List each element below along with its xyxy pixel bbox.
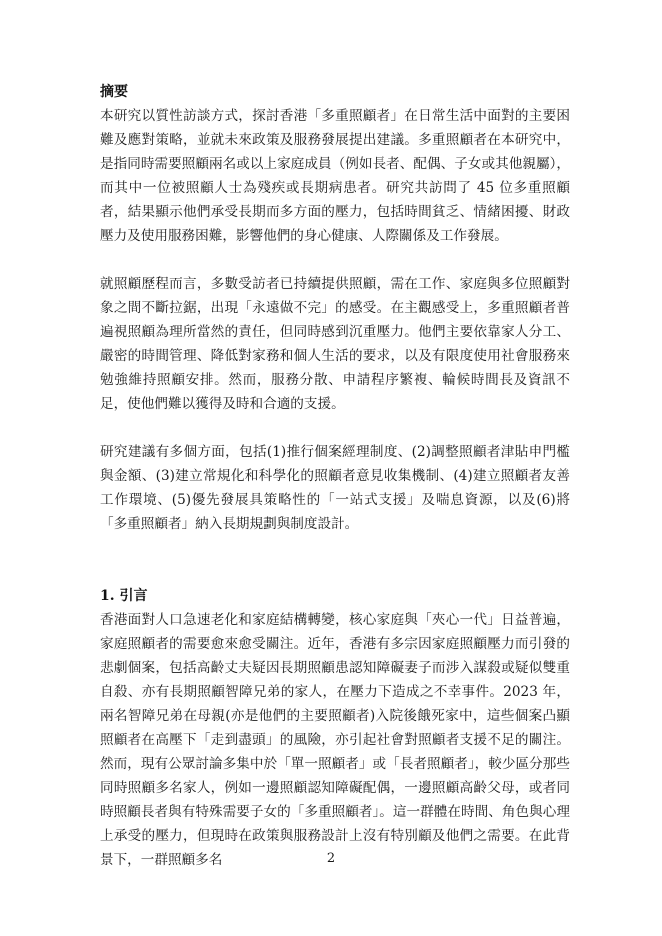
introduction-heading: 1. 引言: [100, 588, 148, 604]
section-spacer: [100, 536, 570, 584]
abstract-paragraph-2: 就照顧歷程而言，多數受訪者已持續提供照顧，需在工作、家庭與多位照顧對象之間不斷拉鋸，出現「永遠做不完」的感受。在主觀感受上，多重照顧者普遍視照顧為理所當然的責任，但同時感到沉重壓力。他們主要依靠家人分工、嚴密的時間管理、降低對家務和個人生活的要求，以及有限度使用社會服務來勉強維持照顧安排。然而，服務分散、申請程序繁複、輪候時間長及資訊不足，使他們難以獲得及時和合適的支援。: [100, 276, 570, 412]
page-content: [100, 80, 570, 872]
page-number: 2: [326, 851, 336, 866]
abstract-paragraph-3: 研究建議有多個方面，包括(1)推行個案經理制度、(2)調整照顧者津貼申門檻與金額、(3)建立常規化和科學化的照顧者意見收集機制、(4)建立照顧者友善工作環境、(5)優先發展具策略性的「一站式支援」及喘息資源，以及(6)將「多重照顧者」納入長期規劃與制度設計。: [100, 444, 570, 532]
abstract-heading: 摘要: [100, 84, 128, 100]
paragraph-spacer: [100, 248, 570, 272]
introduction-paragraph: 香港面對人口急速老化和家庭結構轉變，核心家庭與「夾心一代」日益普遍，家庭照顧者的需要愈來愈受關注。近年，香港有多宗因家庭照顧壓力而引發的悲劇個案，包括高齡丈夫疑因長期照顧患認知障礙妻子而涉入謀殺或疑似雙重自殺、亦有長期照顧智障兄弟的家人，在壓力下造成之不幸事件。2023 年，兩名智障兄弟在母親(亦是他們的主要照顧者)入院後餓死家中，這些個案凸顯照顧者在高壓下「走到盡頭」的風險，亦引起社會對照顧者支援不足的關注。然而，現有公眾討論多集中於「單一照顧者」或「長者照顧者」，較少區分那些同時照顧多名家人，例如一邊照顧認知障礙配偶，一邊照顧高齡父母，或者同時照顧長者與有特殊需要子女的「多重照顧者」。這一群體在時間、角色與心理上承受的壓力，但現時在政策與服務設計上沒有特別顧及他們之需要。在此背景下，一群照顧多名: [100, 612, 570, 868]
abstract-paragraph-1: 本研究以質性訪談方式，探討香港「多重照顧者」在日常生活中面對的主要困難及應對策略，並就未來政策及服務發展提出建議。多重照顧者在本研究中，是指同時需要照顧兩名或以上家庭成員（例如長者、配偶、子女或其他親屬），而其中一位被照顧人士為殘疾或長期病患者。研究共訪問了 45 位多重照顧者，結果顯示他們承受長期而多方面的壓力，包括時間貧乏、情緒困擾、財政壓力及使用服務困難，影響他們的身心健康、人際關係及工作發展。: [100, 108, 570, 244]
paragraph-spacer: [100, 416, 570, 440]
